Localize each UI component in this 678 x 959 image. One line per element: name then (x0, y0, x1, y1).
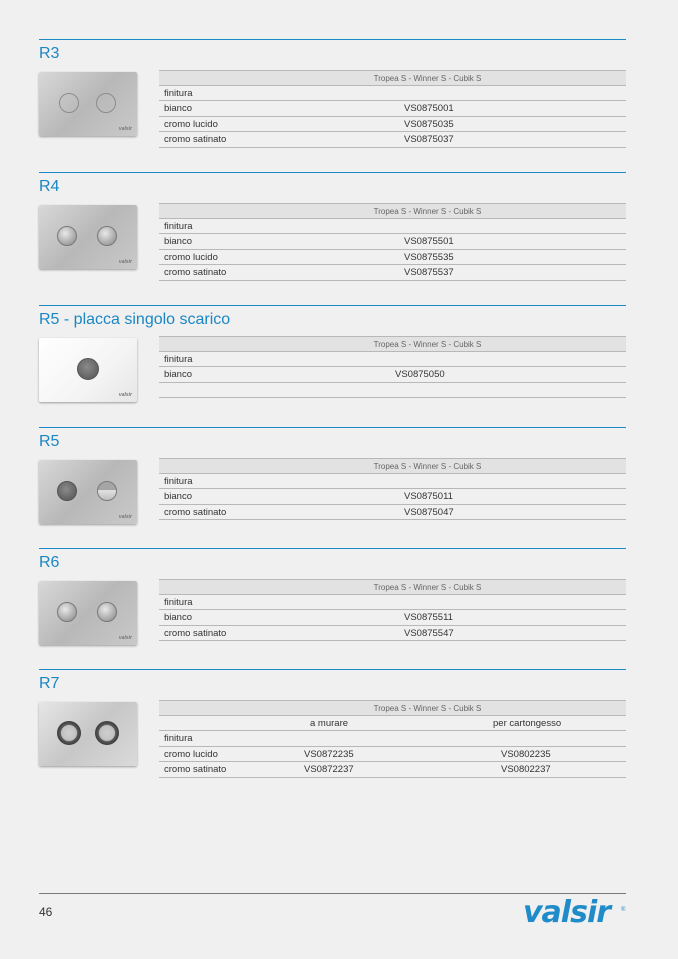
flush-button-left (57, 226, 77, 246)
table-row: cromo satinato VS0875547 (159, 626, 626, 642)
table-row: bianco VS0875011 (159, 489, 626, 505)
section-r5-single (39, 305, 626, 398)
footer-rule (39, 893, 626, 894)
flush-button-left (57, 481, 77, 501)
table-row: finitura (159, 731, 626, 747)
section-rule (39, 548, 626, 549)
table-header: Tropea S - Winner S - Cubik S (159, 579, 626, 595)
section-rule (39, 427, 626, 428)
table-row: finitura (159, 352, 626, 368)
product-table (159, 700, 626, 778)
section-rule (39, 39, 626, 40)
table-row: cromo satinato VS0875047 (159, 505, 626, 521)
table-row: bianco VS0875001 (159, 101, 626, 117)
section-r7 (39, 669, 626, 775)
table-row: finitura (159, 219, 626, 235)
plate-logo: valsir (118, 259, 132, 265)
table-row: cromo lucido VS0875035 (159, 117, 626, 133)
product-table (159, 458, 626, 520)
table-row: bianco VS0875501 (159, 234, 626, 250)
flush-button-right (97, 602, 117, 622)
product-image-r5 (39, 460, 137, 524)
table-header: Tropea S - Winner S - Cubik S (159, 700, 626, 716)
section-r4 (39, 172, 626, 278)
table-row: finitura (159, 86, 626, 102)
product-table (159, 336, 626, 398)
section-rule (39, 172, 626, 173)
table-row: cromo lucido VS0872235 VS0802235 (159, 747, 626, 763)
flush-button-left (57, 602, 77, 622)
table-header: Tropea S - Winner S - Cubik S (159, 203, 626, 219)
table-row: bianco VS0875511 (159, 610, 626, 626)
flush-button (77, 358, 99, 380)
product-table (159, 579, 626, 641)
product-image-r4 (39, 205, 137, 269)
table-subheader: a murare per cartongesso (159, 716, 626, 732)
table-row: bianco VS0875050 (159, 367, 626, 383)
flush-button-right (97, 481, 117, 501)
section-title: R4 (39, 178, 60, 195)
section-title: R7 (39, 675, 60, 692)
table-row (159, 383, 626, 399)
table-row: finitura (159, 595, 626, 611)
flush-button-right (95, 721, 119, 745)
section-title: R3 (39, 45, 60, 62)
plate-logo: valsir (118, 514, 132, 520)
product-table (159, 203, 626, 281)
flush-button-right (97, 226, 117, 246)
product-image-r6 (39, 581, 137, 645)
table-row: cromo satinato VS0875037 (159, 132, 626, 148)
section-r6 (39, 548, 626, 641)
section-r3 (39, 39, 626, 145)
section-rule (39, 305, 626, 306)
section-r5 (39, 427, 626, 520)
flush-button-left (59, 93, 79, 113)
table-row: cromo satinato VS0872237 VS0802237 (159, 762, 626, 778)
table-header: Tropea S - Winner S - Cubik S (159, 336, 626, 352)
section-title: R5 - placca singolo scarico (39, 311, 231, 328)
brand-logo: valsir (523, 895, 611, 930)
table-row: cromo lucido VS0875535 (159, 250, 626, 266)
section-title: R6 (39, 554, 60, 571)
product-image-r5-single (39, 338, 137, 402)
flush-button-right (96, 93, 116, 113)
product-image-r3 (39, 72, 137, 136)
table-row: cromo satinato VS0875537 (159, 265, 626, 281)
page-number: 46 (39, 905, 53, 919)
table-header: Tropea S - Winner S - Cubik S (159, 70, 626, 86)
section-rule (39, 669, 626, 670)
section-title: R5 (39, 433, 60, 450)
registered-mark: ® (621, 907, 626, 913)
table-row: finitura (159, 474, 626, 490)
plate-logo: valsir (118, 392, 132, 398)
flush-button-left (57, 721, 81, 745)
plate-logo: valsir (118, 126, 132, 132)
product-table (159, 70, 626, 148)
plate-logo: valsir (118, 635, 132, 641)
table-header: Tropea S - Winner S - Cubik S (159, 458, 626, 474)
product-image-r7 (39, 702, 137, 766)
